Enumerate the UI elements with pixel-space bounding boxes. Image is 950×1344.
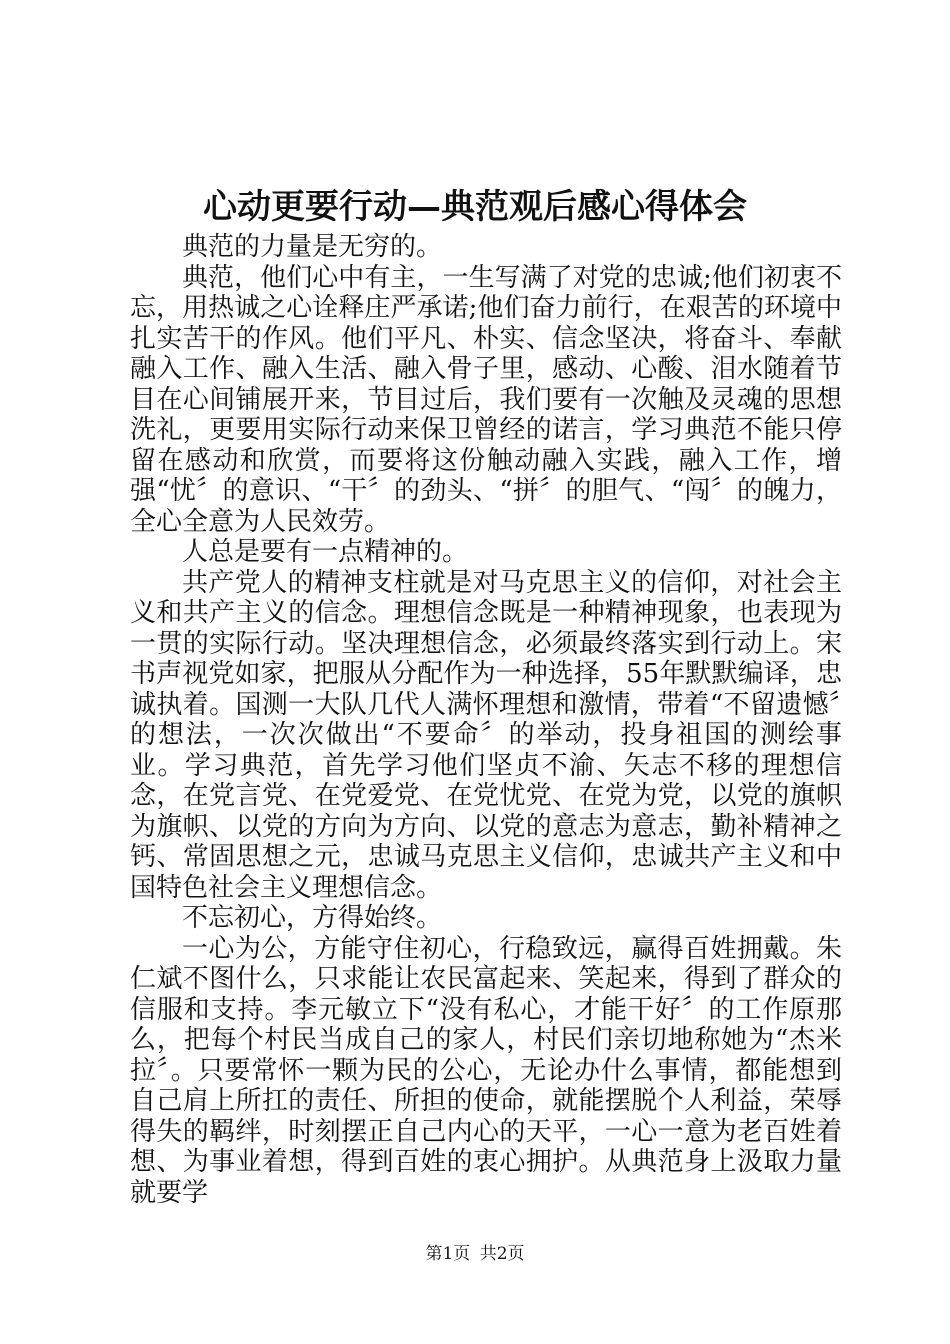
paragraph: 共产党人的精神支柱就是对马克思主义的信仰，对社会主义和共产主义的信念。理想信念既是一种精神现象，也表现为一贯的实际行动。坚决理想信念，必须最终落实到行动上。宋书声视党如家，把服从分配作为一种选择，55年默默编译，忠诚执着。国测一大队几代人满怀理想和激情，带着“不留遗憾〞的想法，一次次做出“不要命〞的举动，投身祖国的测绘事业。学习典范，首先学习他们坚贞不渝、矢志不移的理想信念，在党言党、在党爱党、在党忧党、在党为党，以党的旗帜为旗帜、以党的方向为方向、以党的意志为意志，勤补精神之钙、常固思想之元，忠诚马克思主义信仰，忠诚共产主义和中国特色社会主义理想信念。 xyxy=(130,567,842,903)
paragraph: 不忘初心，方得始终。 xyxy=(182,903,443,933)
page-number: 第1页 xyxy=(425,1244,471,1264)
document-title: 心动更要行动—典范观后感心得体会 xyxy=(203,187,747,227)
paragraph: 典范，他们心中有主，一生写满了对党的忠诚;他们初衷不忘，用热诚之心诠释庄严承诺;他们奋力前行，在艰苦的环境中扎实苦干的作风。他们平凡、朴实、信念坚决，将奋斗、奉献融入工作、融入生活、融入骨子里，感动、心酸、泪水随着节目在心间铺展开来，节目过后，我们要有一次触及灵魂的思想洗礼，更要用实际行动来保卫曾经的诺言，学习典范不能只停留在感动和欣赏，而要将这份触动融入实践，融入工作，增强“忧〞的意识、“干〞的劲头、“拼〞的胆气、“闯〞的魄力，全心全意为人民效劳。 xyxy=(130,262,842,537)
page-footer xyxy=(0,1242,950,1266)
paragraph: 人总是要有一点精神的。 xyxy=(182,537,469,567)
page-total: 共2页 xyxy=(479,1244,525,1264)
document-body xyxy=(130,232,842,1208)
paragraph: 典范的力量是无穷的。 xyxy=(182,232,443,262)
paragraph: 一心为公，方能守住初心，行稳致远，赢得百姓拥戴。朱仁斌不图什么，只求能让农民富起来、笑起来，得到了群众的信服和支持。李元敏立下“没有私心，才能干好〞的工作原那么，把每个村民当成自己的家人，村民们亲切地称她为“杰米拉〞。只要常怀一颗为民的公心，无论办什么事情，都能想到自己肩上所扛的责任、所担的使命，就能摆脱个人利益，荣辱得失的羁绊，时刻摆正自己内心的天平，一心一意为老百姓着想、为事业着想，得到百姓的衷心拥护。从典范身上汲取力量就要学 xyxy=(130,933,842,1208)
